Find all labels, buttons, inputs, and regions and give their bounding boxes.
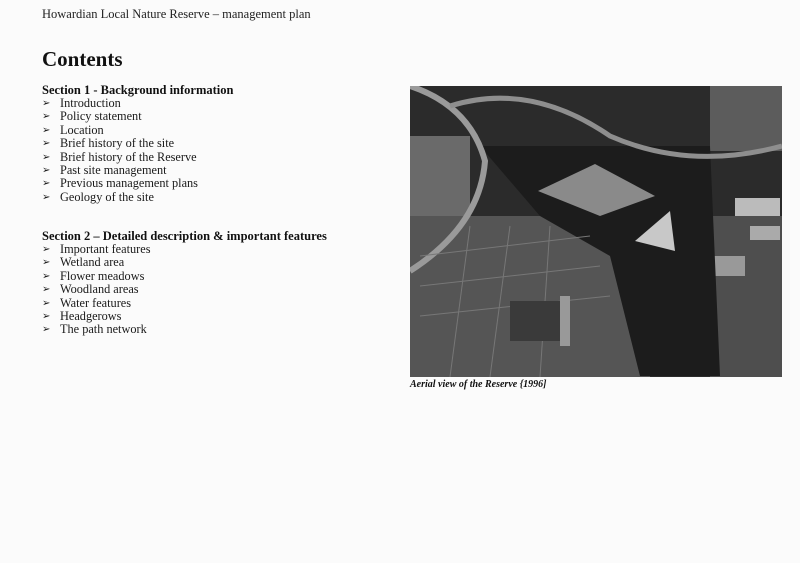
arrow-bullet-icon: ➢ [42,324,51,336]
arrow-bullet-icon: ➢ [42,284,51,296]
list-item: ➢ Flower meadows [42,268,145,283]
running-header: Howardian Local Nature Reserve – management plan [42,7,311,21]
list-item: ➢ Policy statement [42,109,142,124]
list-item: ➢ Location [42,122,104,137]
list-item: ➢ Previous management plans [42,176,198,191]
list-item: ➢ Woodland areas [42,282,139,297]
arrow-bullet-icon: ➢ [42,297,51,309]
list-item: ➢ Introduction [42,96,121,110]
arrow-bullet-icon: ➢ [42,124,51,136]
arrow-bullet-icon: ➢ [42,270,51,282]
figure-caption: Aerial view of the Reserve {1996] [410,379,547,390]
list-item: ➢ Wetland area [42,255,125,270]
section-1 [42,83,233,204]
list-item: ➢ The path network [42,322,147,337]
arrow-bullet-icon: ➢ [42,138,51,150]
aerial-photo [410,86,782,377]
list-item: ➢ Past site management [42,163,167,178]
arrow-bullet-icon: ➢ [42,98,51,109]
arrow-bullet-icon: ➢ [42,244,51,255]
arrow-bullet-icon: ➢ [42,165,51,177]
list-item: ➢ Headgerows [42,309,122,324]
list-item: ➢ Water features [42,295,132,310]
section-1-heading: Section 1 - Background information [42,83,234,97]
arrow-bullet-icon: ➢ [42,257,51,269]
aerial-photo-image [410,86,782,377]
arrow-bullet-icon: ➢ [42,311,51,323]
section-2-list [42,243,327,337]
section-2-heading: Section 2 – Detailed description & important features [42,229,327,243]
arrow-bullet-icon: ➢ [42,191,51,203]
list-item: ➢ Brief history of the site [42,136,175,151]
arrow-bullet-icon: ➢ [42,111,51,123]
list-item: ➢ Geology of the site [42,189,154,204]
list-item: ➢ Brief history of the Reserve [42,149,197,164]
section-2 [42,229,327,337]
section-1-list [42,97,233,204]
list-item: ➢ Important features [42,242,151,256]
arrow-bullet-icon: ➢ [42,178,51,190]
arrow-bullet-icon: ➢ [42,151,51,163]
page-title: Contents [42,47,123,71]
